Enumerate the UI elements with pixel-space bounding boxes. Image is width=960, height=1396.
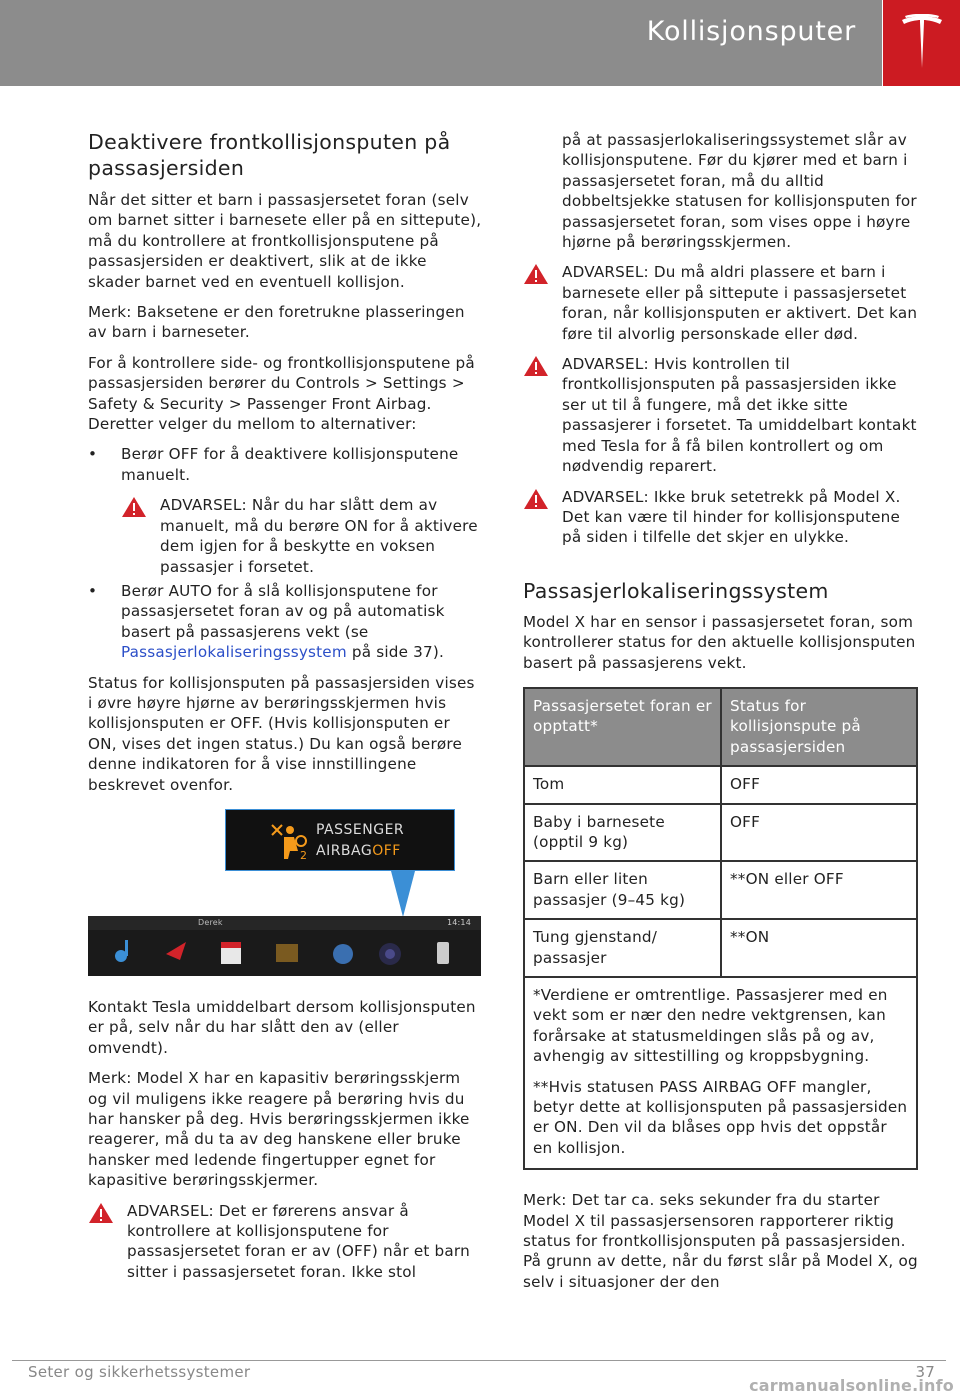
warning-text: ADVARSEL: Når du har slått dem av manuelt, må du berøre ON for å aktivere dem igjen for å beskytte en voksen passasjer i forsetet. [160, 496, 478, 576]
warning-triangle-icon [88, 1202, 114, 1224]
table-notes [524, 977, 917, 1169]
warning-continuation [523, 130, 918, 252]
right-column [523, 130, 918, 1302]
camera-icon [379, 943, 401, 965]
warning-triangle-icon [523, 263, 549, 285]
warning [88, 1201, 483, 1283]
table-row [524, 766, 917, 803]
note: Merk: Model X har en kapasitiv berøringsskjerm og vil muligens ikke reagere på berøring hvis du har hansker på deg. Hvis berøringsskjermen ikke reagerer, må du ta av deg hanskene eller bruke hansker med ledende fingertupper egnet for kapasitive berøringsskjermer. [88, 1069, 470, 1190]
list-item [88, 581, 483, 663]
bullet-text: Berør OFF for å deaktivere kollisjonsputene manuelt. [121, 445, 459, 484]
warning-triangle-icon [523, 355, 549, 377]
section-heading: Deaktivere frontkollisjonsputen på passasjersiden [88, 130, 451, 180]
tesla-logo [883, 0, 960, 86]
airbag-label-line1: PASSENGER [316, 821, 405, 838]
section-heading: Passasjerlokaliseringssystem [523, 578, 829, 603]
touchscreen-figure [88, 809, 483, 979]
warning-text: på at passasjerlokaliseringssystemet slår av kollisjonsputene. Før du kjører med et barn i passasjersetet foran, må du alltid dobbeltsjekke statusen for kollisjonsputen for passasjersetet foran, som vises oppe i høyre hjørne på berøringsskjermen. [562, 131, 917, 252]
airbag-off-icon [270, 821, 310, 861]
option-list [88, 444, 483, 662]
touchscreen-bar [88, 916, 481, 976]
table-header: Passasjersetet foran er opptatt* [524, 688, 721, 766]
page-number: 37 [915, 1363, 935, 1381]
page-title: Kollisjonsputer [646, 16, 856, 47]
cross-reference-link[interactable]: Passasjerlokaliseringssystem [121, 643, 347, 662]
paragraph: For å kontrollere side- og frontkollisjonsputene på passasjersiden berører du Controls > Settings > Safety & Security > Passenger Front Airbag. Deretter velger du mellom to alternativer: [88, 353, 475, 434]
paragraph: Model X har en sensor i passasjersetet foran, som kontrollerer status for den aktuelle kollisjonsputen basert på passasjerens vekt. [523, 612, 916, 672]
footer-divider [12, 1360, 946, 1361]
bullet-text: på side 37). [346, 643, 445, 662]
warning-triangle-icon [523, 488, 549, 510]
warning-triangle-icon [121, 496, 147, 518]
warning [121, 495, 483, 577]
table-row [524, 804, 917, 862]
table-cell: **ON eller OFF [721, 861, 917, 919]
paragraph: Status for kollisjonsputen på passasjersiden vises i øvre høyre hjørne av berøringsskjermen hvis kollisjonsputen er OFF. (Hvis kollisjonsputen er ON, vises det ingen status.) Du kan også berøre denne indikatoren for å vise innstillingene beskrevet ovenfor. [88, 673, 475, 794]
occupancy-table [523, 687, 918, 1170]
airbag-word: AIRBAG [316, 842, 373, 859]
clock: 14:14 [446, 917, 471, 927]
energy-icon [276, 944, 298, 962]
navigation-icon [166, 942, 186, 960]
off-word: OFF [372, 842, 401, 859]
table-header-row [524, 688, 917, 766]
table-notes-row [524, 977, 917, 1169]
warning-text: ADVARSEL: Ikke bruk setetrekk på Model X. Det kan være til hinder for kollisjonsputene på siden i tilfelle det skjer en ulykke. [562, 487, 901, 547]
table-note: **Hvis statusen PASS AIRBAG OFF mangler, betyr dette at kollisjonsputen på passasjersiden er ON. Den vil da blåses opp hvis det oppstår en kollisjon. [533, 1077, 908, 1157]
browser-icon [333, 944, 353, 964]
calendar-icon [221, 942, 241, 964]
warning [523, 354, 918, 476]
watermark: carmanualsonline.info [749, 1376, 954, 1395]
table-cell: Tom [524, 766, 721, 803]
app-icons [88, 930, 481, 976]
left-column [88, 129, 483, 1292]
list-item [88, 444, 483, 576]
paragraph: Kontakt Tesla umiddelbart dersom kollisjonsputen er på, selv når du har slått den av (eller omvendt). [88, 997, 476, 1057]
note: Merk: Det tar ca. seks sekunder fra du starter Model X til passasjersensoren rapporterer riktig status for frontkollisjonsputen på passasjersiden. På grunn av dette, når du først slår på Model X, og selv i situasjoner der den [523, 1191, 918, 1291]
table-cell: **ON [721, 919, 917, 977]
note: Merk: Baksetene er den foretrukne plasseringen av barn i barneseter. [88, 303, 465, 342]
music-icon [115, 940, 128, 962]
table-row [524, 861, 917, 919]
warning [523, 262, 918, 344]
bullet-text: Berør AUTO for å slå kollisjonsputene for passasjersetet foran av og på automatisk basert på passasjerens vekt (se [121, 581, 445, 641]
table-row [524, 919, 917, 977]
paragraph: Når det sitter et barn i passasjersetet foran (selv om barnet sitter i barnesete eller på en sittepute), må du kontrollere at frontkollisjonsputene på passasjersiden er deaktivert, slik at de ikke skader barnet ved en eventuell kollisjon. [88, 191, 482, 291]
warning-text: ADVARSEL: Du må aldri plassere et barn i barnesete eller på sittepute i passasjersetet foran, når kollisjonsputen er aktivert. Det kan føre til alvorlig personskade eller død. [562, 263, 918, 343]
svg-text:2: 2 [300, 848, 308, 861]
table-cell: Tung gjenstand/ passasjer [524, 919, 721, 977]
table-cell: OFF [721, 804, 917, 862]
tesla-logo-icon [900, 14, 944, 70]
status-bar [88, 916, 481, 930]
table-cell: Baby i barnesete (opptil 9 kg) [524, 804, 721, 862]
airbag-status-panel [225, 809, 455, 871]
driver-name: Derek [198, 917, 223, 927]
warning [523, 487, 918, 548]
callout-pointer [388, 871, 418, 917]
warning-text: ADVARSEL: Hvis kontrollen til frontkollisjonsputen på passasjersiden ikke ser ut til å fungere, må det ikke sitte passasjerer i forsetet. Ta umiddelbart kontakt med Tesla for å få bilen kontrollert og om nødvendig reparert. [562, 355, 917, 476]
phone-icon [437, 942, 449, 964]
table-note: *Verdiene er omtrentlige. Passasjerer med en vekt som er nær den nedre vektgrensen, kan forårsake at statusmeldingen slås på og av, avhengig av sittestilling og kroppsbygning. [533, 986, 888, 1066]
table-cell: OFF [721, 766, 917, 803]
table-header: Status for kollisjonspute på passasjersiden [721, 688, 917, 766]
warning-text: ADVARSEL: Det er førerens ansvar å kontrollere at kollisjonsputene for passasjersetet foran er av (OFF) når et barn sitter i passasjersetet foran. Ikke stol [127, 1201, 470, 1281]
table-cell: Barn eller liten passasjer (9–45 kg) [524, 861, 721, 919]
footer-section: Seter og sikkerhetssystemer [28, 1363, 251, 1381]
airbag-label-line2 [316, 841, 401, 861]
